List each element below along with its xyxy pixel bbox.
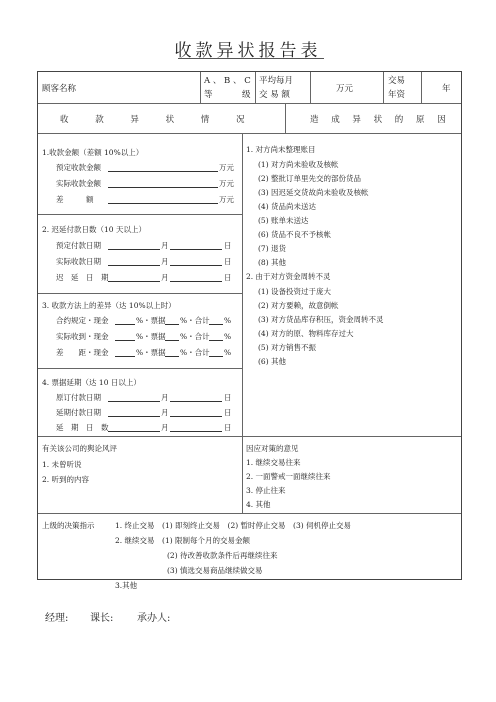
- block-1-row-unit: 万元: [219, 163, 234, 172]
- block-2-row-label: 迟 延 日 期: [56, 273, 109, 282]
- block-3-pct: %・合计: [180, 316, 210, 325]
- avg-monthly-label: 平均每月: [259, 76, 294, 86]
- trade-years-label: 交易: [388, 76, 406, 86]
- cause-item: (5) 对方销售不振: [258, 343, 317, 352]
- block-4-row-label: 原订付款日期: [56, 393, 101, 402]
- decision-line: 1. 终止交易 (1) 即刻终止交易 (2) 暂时停止交易 (3) 伺机停止交易: [115, 521, 352, 530]
- report-form: [37, 71, 462, 590]
- grade-label-top: A 、 B 、 C: [204, 76, 251, 86]
- block-4-month: 月: [161, 408, 169, 417]
- cause-item: (4) 对方的原、物料库存过大: [258, 329, 354, 338]
- block-3-pct: %・合计: [180, 348, 210, 357]
- fill-blank[interactable]: [108, 179, 218, 188]
- fill-blank[interactable]: [209, 332, 223, 341]
- cause-heading-2: 2. 由于对方资金周转不灵: [246, 272, 331, 281]
- block-3-title: 3. 收款方法上的差异（达 10%以上时）: [42, 301, 176, 310]
- cause-item: (2) 对方要赖，故意倒帐: [258, 301, 339, 310]
- block-3-pct: %: [224, 332, 232, 341]
- amount-unit: 万元: [336, 84, 354, 94]
- fill-blank[interactable]: [115, 332, 135, 341]
- header-divider: [310, 72, 311, 103]
- section-header-rule: [38, 133, 461, 134]
- block-3-pct: %・票据: [136, 316, 166, 325]
- decision-top-rule: [38, 513, 461, 514]
- block-2-day: 日: [224, 241, 232, 250]
- block-4-day: 日: [224, 423, 232, 432]
- fill-blank[interactable]: [209, 348, 223, 357]
- block-3-pct: %: [224, 316, 232, 325]
- opinion-title: 有关该公司的舆论风评: [42, 444, 117, 453]
- decision-line: (2) 待改善收款条件后再继续往来: [167, 551, 278, 560]
- block-1-row-label: 实际收款金额: [56, 179, 101, 188]
- block-3-pct: %・票据: [136, 348, 166, 357]
- fill-blank[interactable]: [108, 273, 160, 282]
- fill-blank[interactable]: [170, 393, 222, 402]
- block-1-row-label: 预定收款金额: [56, 163, 101, 172]
- section-header-divider: [285, 103, 286, 133]
- block-4-month: 月: [161, 423, 169, 432]
- title-underline: [178, 58, 324, 59]
- fill-blank[interactable]: [165, 332, 179, 341]
- cause-item: (4) 货品尚未送达: [258, 202, 317, 211]
- countermeasure-item: 2. 一面警戒一面继续往来: [246, 472, 331, 481]
- header-divider: [255, 72, 256, 103]
- avg-monthly-label-2: 交 易 额: [259, 90, 290, 100]
- block-3-pct: %: [224, 348, 232, 357]
- status-section-heading: 收 款 异 状 情 况: [60, 115, 257, 125]
- block-4-row-label: 延期付款日期: [56, 408, 101, 417]
- block-3-row-label: 差 距・现金: [56, 348, 109, 357]
- opinion-item: 2. 听到的内容: [42, 475, 90, 484]
- countermeasure-item: 4. 其他: [246, 500, 271, 509]
- fill-blank[interactable]: [108, 393, 160, 402]
- section-chief-signature-label: 课长:: [90, 613, 114, 624]
- fill-blank[interactable]: [165, 348, 179, 357]
- cause-item: (6) 货品不良不予核帐: [258, 230, 332, 239]
- block-2-month: 月: [161, 241, 169, 250]
- fill-blank[interactable]: [209, 316, 223, 325]
- manager-signature-label: 经理:: [45, 613, 69, 624]
- cause-heading-1: 1. 对方尚未整理账目: [246, 145, 316, 154]
- block-4-day: 日: [224, 393, 232, 402]
- header-bottom-rule: [38, 103, 461, 104]
- cause-item: (8) 其他: [258, 258, 287, 267]
- handler-signature-label: 承办人:: [137, 613, 171, 624]
- block-2-day: 日: [224, 273, 232, 282]
- header-divider: [421, 72, 422, 103]
- countermeasure-item: 1. 继续交易往来: [246, 458, 301, 467]
- opinion-item: 1. 未曾听说: [42, 460, 82, 469]
- block-1-title: 1.收款金额（差额 10%以上）: [42, 148, 144, 157]
- block-3-pct: %・票据: [136, 332, 166, 341]
- block-2-row-label: 实际收款日期: [56, 257, 101, 266]
- fill-blank[interactable]: [165, 316, 179, 325]
- cause-item: (5) 账单未送达: [258, 216, 309, 225]
- block-3-pct: %・合计: [180, 332, 210, 341]
- decision-line: (3) 慎选交易商品继续做交易: [167, 566, 263, 575]
- block-rule: [38, 368, 242, 369]
- block-3-row-label: 实际收到・现金: [56, 332, 109, 341]
- cause-item: (3) 因迟延交货故尚未验收及核帐: [258, 188, 369, 197]
- fill-blank[interactable]: [115, 316, 135, 325]
- fill-blank[interactable]: [170, 423, 222, 432]
- cause-section-heading: 造 成 异 状 的 原 因: [310, 115, 451, 125]
- countermeasure-title: 因应对策的意见: [246, 444, 299, 453]
- fill-blank[interactable]: [108, 408, 160, 417]
- fill-blank[interactable]: [170, 408, 222, 417]
- block-3-row-label: 合约规定・现金: [56, 316, 109, 325]
- block-2-row-label: 预定付款日期: [56, 241, 101, 250]
- block-4-month: 月: [161, 393, 169, 402]
- cause-item: (6) 其他: [258, 357, 287, 366]
- grade-label-right: 级: [242, 90, 251, 100]
- block-4-title: 4. 票据延期（达 10 日以上）: [42, 378, 141, 387]
- fill-blank[interactable]: [170, 273, 222, 282]
- cause-item: (7) 退货: [258, 244, 287, 253]
- opinion-top-rule: [38, 436, 461, 437]
- main-column-divider: [242, 133, 243, 513]
- fill-blank[interactable]: [170, 241, 222, 250]
- cause-item: (1) 设备投资过于庞大: [258, 287, 332, 296]
- countermeasure-item: 3. 停止往来: [246, 486, 286, 495]
- fill-blank[interactable]: [108, 195, 218, 204]
- customer-name-label: 顾客名称: [42, 84, 77, 94]
- header-divider: [383, 72, 384, 103]
- cause-item: (3) 对方货品库存积压，资金周转不灵: [258, 315, 384, 324]
- years-unit: 年: [442, 84, 451, 94]
- block-1-row-label: 差 额: [56, 195, 94, 204]
- cause-item: (1) 对方尚未验收及核帐: [258, 160, 339, 169]
- block-2-title: 2. 迟延付款日数（10 天以上）: [42, 225, 146, 234]
- decision-line: 2. 继续交易 (1) 限制每个月的交易金额: [115, 536, 251, 545]
- block-rule: [38, 214, 242, 215]
- block-2-month: 月: [161, 257, 169, 266]
- form-title: 收款异状报告表: [174, 41, 322, 61]
- block-4-day: 日: [224, 408, 232, 417]
- decision-label: 上级的决策指示: [42, 521, 95, 530]
- fill-blank[interactable]: [108, 257, 160, 266]
- fill-blank[interactable]: [170, 257, 222, 266]
- block-2-month: 月: [161, 273, 169, 282]
- block-1-row-unit: 万元: [219, 179, 234, 188]
- trade-years-label-2: 年资: [388, 90, 406, 100]
- fill-blank[interactable]: [115, 348, 135, 357]
- fill-blank[interactable]: [108, 241, 160, 250]
- block-rule: [38, 293, 242, 294]
- block-1-row-unit: 万元: [219, 195, 234, 204]
- decision-line: 3.其他: [115, 581, 138, 590]
- block-2-day: 日: [224, 257, 232, 266]
- header-divider: [200, 72, 201, 103]
- block-4-row-label: 延 期 日 数: [56, 423, 109, 432]
- fill-blank[interactable]: [108, 163, 218, 172]
- cause-item: (2) 整批订单里先交的部份货品: [258, 174, 362, 183]
- grade-label-left: 等: [204, 90, 213, 100]
- fill-blank[interactable]: [108, 423, 160, 432]
